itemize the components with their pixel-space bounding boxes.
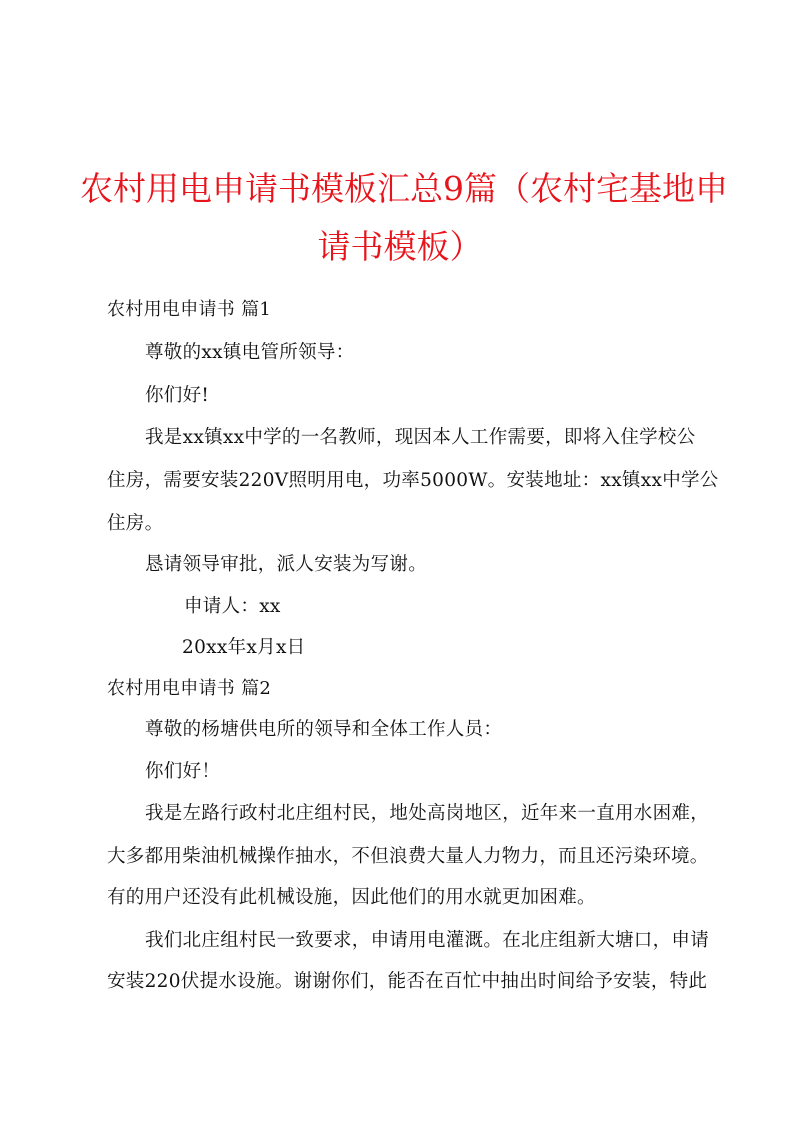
section-1-greeting: 你们好!: [145, 385, 210, 406]
section-2-para-1-line-1: 我是左路行政村北庄组村民，地处高岗地区，近年来一直用水困难，: [145, 803, 710, 824]
section-1-body-line-3: 住房。: [107, 513, 164, 534]
section-1-body-line-1: 我是xx镇xx中学的一名教师，现因本人工作需要，即将入住学校公: [145, 427, 696, 448]
section-1-salutation: 尊敬的xx镇电管所领导：: [145, 342, 355, 363]
section-1-date: 20xx年x月x日: [182, 637, 306, 658]
section-2-greeting: 你们好！: [145, 761, 221, 782]
document-title: [80, 160, 728, 276]
section-2-para-2-line-1: 我们北庄组村民一致要求，申请用电灌溉。在北庄组新大塘口，申请: [145, 930, 710, 951]
section-2-para-1-line-2: 大多都用柴油机械操作抽水，不但浪费大量人力物力，而且还污染环境。: [107, 846, 709, 867]
section-2-para-2-line-2: 安装220伏提水设施。谢谢你们，能否在百忙中抽出时间给予安装，特此: [107, 971, 708, 992]
section-2-para-1-line-3: 有的用户还没有此机械设施，因此他们的用水就更加困难。: [107, 887, 596, 908]
section-1-body-line-2: 住房，需要安装220V照明用电，功率5000W。安装地址：xx镇xx中学公: [107, 470, 719, 491]
section-1-heading: 农村用电申请书 篇1: [107, 299, 272, 320]
section-1-applicant: 申请人：xx: [184, 596, 281, 617]
section-2-heading: 农村用电申请书 篇2: [107, 678, 272, 699]
section-2-salutation: 尊敬的杨塘供电所的领导和全体工作人员：: [145, 719, 503, 740]
title-line-1: 农村用电申请书模板汇总9篇（农村宅基地申: [80, 169, 728, 208]
section-1-request: 恳请领导审批，派人安装为写谢。: [145, 554, 428, 575]
title-line-2: 请书模板）: [317, 227, 483, 266]
